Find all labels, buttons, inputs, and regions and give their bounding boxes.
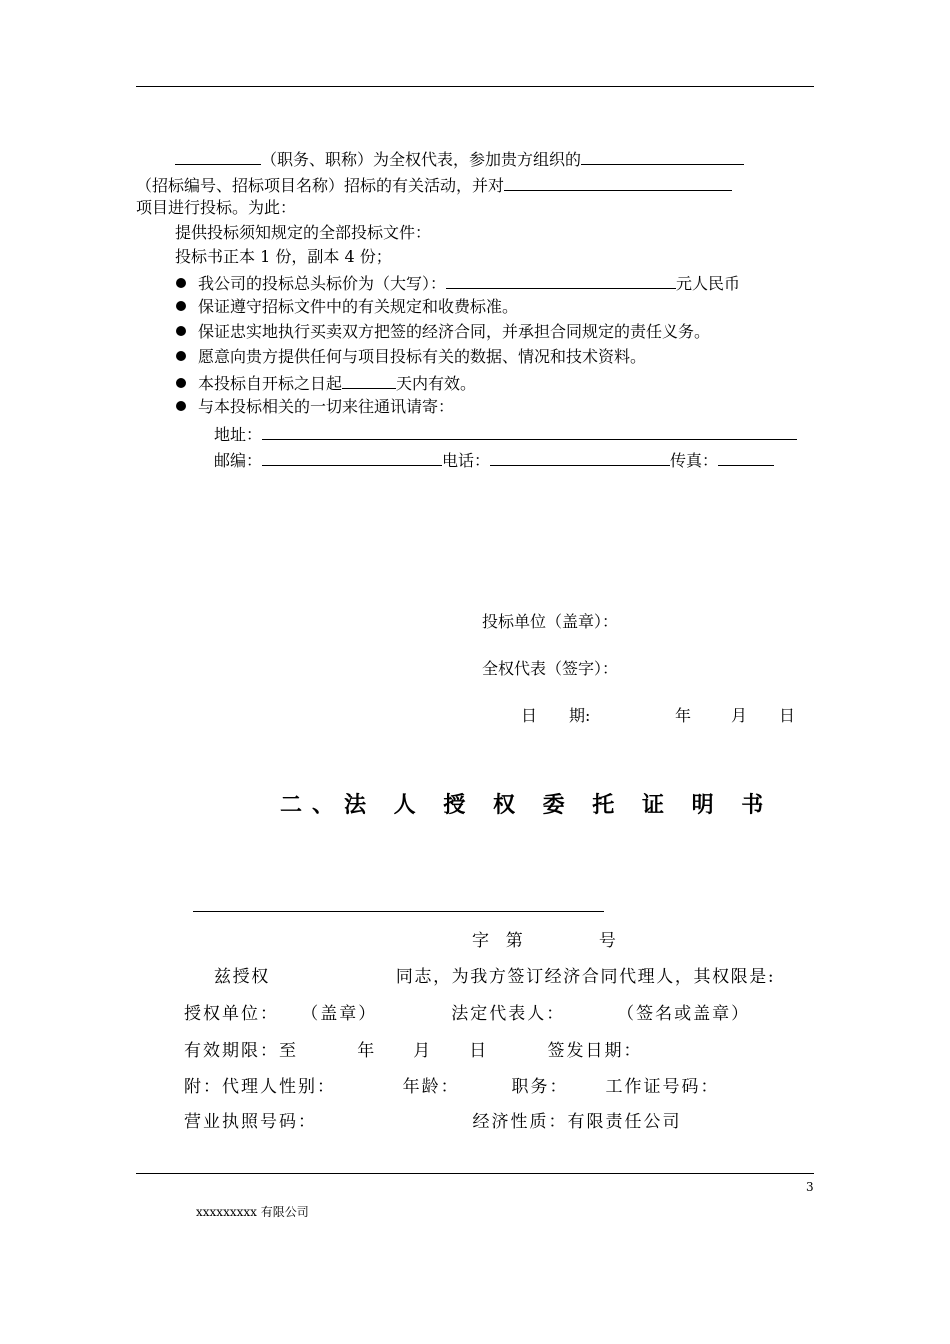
postcode-phone-fax-line: 邮编： 电话： 传真： [214, 449, 774, 471]
authorization-unit-line: 授权单位： （盖章） 法定代表人： （签名或盖章） [184, 1004, 751, 1024]
paragraph-line-5: 投标书正本 1 份，副本 4 份； [175, 247, 392, 266]
blank-address [262, 423, 797, 440]
bidder-seal-label: 投标单位（盖章）： [482, 612, 619, 631]
bullet-item-data: 愿意向贵方提供任何与项目投标有关的数据、情况和技术资料。 [176, 347, 646, 367]
section-title: 二、法 人 授 权 委 托 证 明 书 [280, 792, 774, 818]
bullet-item-price: 我公司的投标总头标价为（大写）： 元人民币 [176, 272, 740, 294]
date-day: 日 [779, 706, 796, 725]
bullet-item-contract: 保证忠实地执行买卖双方把签的经济合同，并承担合同规定的责任义务。 [176, 322, 710, 342]
paragraph-line-1: （职务、职称）为全权代表，参加贵方组织的 [175, 148, 744, 170]
footer-rule [136, 1173, 814, 1174]
page-number: 3 [806, 1180, 814, 1194]
date-year: 年 [675, 706, 692, 725]
authorization-top-rule [193, 911, 604, 912]
bullet-icon [176, 378, 186, 388]
blank-price [446, 272, 676, 289]
blank-phone [490, 449, 670, 466]
bullet-icon [176, 326, 186, 336]
paragraph-line-2: （招标编号、招标项目名称）招标的有关活动，并对 [136, 174, 732, 196]
header-rule [136, 86, 814, 87]
authorization-intro: 兹授权 同志，为我方签订经济合同代理人，其权限是: [214, 967, 776, 987]
bullet-item-validity: 本投标自开标之日起 天内有效。 [176, 372, 476, 394]
representative-sign-label: 全权代表（签字）： [482, 659, 619, 678]
bullet-icon [176, 401, 186, 411]
address-line: 地址： [214, 423, 797, 445]
bullet-item-contact: 与本投标相关的一切来往通讯请寄： [176, 397, 454, 417]
blank-organizer [581, 148, 744, 165]
blank-name [175, 148, 261, 165]
bullet-icon [176, 351, 186, 361]
authorization-validity-line: 有效期限：至 年 月 日 签发日期： [184, 1041, 643, 1061]
date-label: 日 期: [521, 706, 591, 725]
footer-company: xxxxxxxxx 有限公司 [196, 1205, 309, 1219]
authorization-number-line: 字 第 号 [472, 931, 618, 951]
blank-postcode [262, 449, 442, 466]
blank-days [342, 372, 396, 389]
bullet-icon [176, 278, 186, 288]
authorization-license-line: 营业执照号码： 经济性质：有限责任公司 [184, 1112, 682, 1132]
blank-fax [718, 449, 774, 466]
bullet-item-comply: 保证遵守招标文件中的有关规定和收费标准。 [176, 297, 518, 317]
authorization-agent-line: 附：代理人性别： 年龄： 职务： 工作证号码： [184, 1077, 720, 1097]
paragraph-line-4: 提供投标须知规定的全部投标文件： [175, 223, 432, 242]
bullet-icon [176, 301, 186, 311]
blank-project [504, 174, 732, 191]
paragraph-line-3: 项目进行投标。为此： [136, 198, 297, 217]
date-month: 月 [731, 706, 748, 725]
